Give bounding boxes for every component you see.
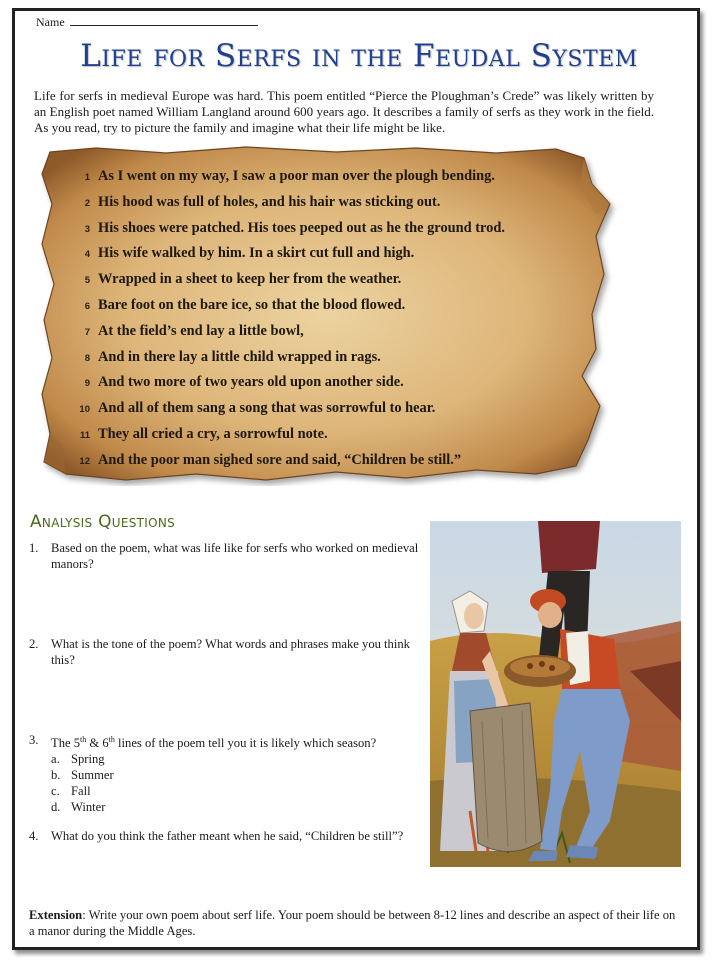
line-text: And two more of two years old upon another side.	[98, 374, 404, 391]
line-text: His wife walked by him. In a skirt cut full and high.	[98, 245, 415, 262]
question-number: 4.	[29, 829, 39, 843]
extension-activity	[29, 907, 679, 939]
poem-line	[68, 297, 588, 323]
line-number: 1	[84, 172, 90, 183]
q3-text-part: & 6	[86, 736, 109, 751]
poem-line	[68, 349, 588, 375]
poem-line	[68, 271, 588, 297]
line-text: At the field’s end lay a little bowl,	[98, 322, 304, 339]
choice-winter[interactable]	[51, 799, 421, 815]
q3-superscript: th	[108, 735, 115, 744]
line-text: His hood was full of holes, and his hair was sticking out.	[98, 193, 441, 210]
choice-summer[interactable]	[51, 767, 421, 783]
line-text: And the poor man sighed sore and said, “Children be still.”	[98, 451, 462, 468]
poem-line	[68, 194, 588, 220]
choice-text: Spring	[71, 752, 105, 767]
line-text: Wrapped in a sheet to keep her from the weather.	[98, 271, 402, 288]
choice-text: Summer	[71, 768, 114, 783]
q3-superscript: th	[80, 735, 87, 744]
question-number: 2.	[29, 637, 39, 651]
painting-illustration	[430, 521, 681, 867]
question-number: 3.	[29, 733, 39, 747]
line-number: 10	[79, 404, 90, 416]
line-number: 6	[84, 300, 90, 312]
poem-line	[68, 452, 588, 478]
choice-letter: b.	[51, 768, 61, 783]
question-4	[29, 828, 421, 844]
q3-text-part: lines of the poem tell you it is likely which season?	[114, 736, 377, 751]
line-text: Bare foot on the bare ice, so that the blood flowed.	[98, 296, 406, 313]
line-number: 9	[84, 378, 90, 390]
question-3	[29, 732, 421, 815]
name-label: Name	[36, 15, 65, 29]
line-number: 2	[84, 197, 90, 209]
line-text: His shoes were patched. His toes peeped out as he the ground trod.	[98, 219, 505, 236]
line-number: 12	[79, 455, 90, 467]
line-number: 5	[84, 275, 90, 287]
medieval-peasants-painting	[430, 521, 681, 867]
line-number: 3	[84, 223, 90, 235]
question-text: What is the tone of the poem? What words and phrases make you think this?	[51, 637, 410, 667]
poem-line	[68, 374, 588, 400]
line-text: As I went on my way, I saw a poor man over the plough bending.	[98, 168, 495, 184]
poem-line	[68, 220, 588, 246]
question-text: What do you think the father meant when he said, “Children be still”?	[51, 829, 404, 843]
choice-letter: d.	[51, 800, 61, 815]
line-number: 11	[79, 429, 90, 441]
extension-label: Extension	[29, 908, 83, 922]
extension-text: : Write your own poem about serf life. Your poem should be between 8-12 lines and describe an aspect of their life on a manor during the Middle Ages.	[29, 908, 676, 938]
poem-line	[68, 426, 588, 452]
question-number: 1.	[29, 541, 39, 555]
choice-letter: a.	[51, 752, 60, 767]
name-blank-line[interactable]	[70, 15, 258, 26]
question-1	[29, 540, 421, 572]
name-field[interactable]	[36, 15, 258, 30]
line-number: 7	[84, 326, 90, 338]
poem-line	[68, 400, 588, 426]
choice-text: Fall	[71, 784, 91, 799]
poem-line	[68, 323, 588, 349]
analysis-heading: Analysis Questions	[30, 512, 176, 532]
choice-letter: c.	[51, 784, 60, 799]
line-number: 4	[84, 249, 90, 261]
choice-text: Winter	[71, 800, 106, 815]
poem-line	[68, 245, 588, 271]
question-text: Based on the poem, what was life like for serfs who worked on medieval manors?	[51, 541, 419, 571]
intro-paragraph: Life for serfs in medieval Europe was hard. This poem entitled “Pierce the Ploughman’s Crede” was likely written by an English poet named William Langland around 600 years ago. It describes a family of serfs as they work in the field. As you read, try to picture the family and imagine what their life might be like.	[34, 88, 654, 135]
choice-fall[interactable]	[51, 783, 421, 799]
poem-line	[68, 168, 588, 194]
answer-choices	[51, 751, 421, 815]
line-text: And in there lay a little child wrapped in rags.	[98, 348, 381, 365]
line-text: And all of them sang a song that was sorrowful to hear.	[98, 400, 436, 417]
choice-spring[interactable]	[51, 751, 421, 767]
q3-text-part: The 5	[51, 736, 81, 751]
question-text	[51, 732, 421, 751]
question-2	[29, 636, 421, 668]
line-text: They all cried a cry, a sorrowful note.	[98, 425, 328, 442]
poem-lines	[68, 168, 588, 478]
line-number: 8	[84, 352, 90, 364]
page-title: Life for Serfs in the Feudal System	[80, 38, 638, 74]
